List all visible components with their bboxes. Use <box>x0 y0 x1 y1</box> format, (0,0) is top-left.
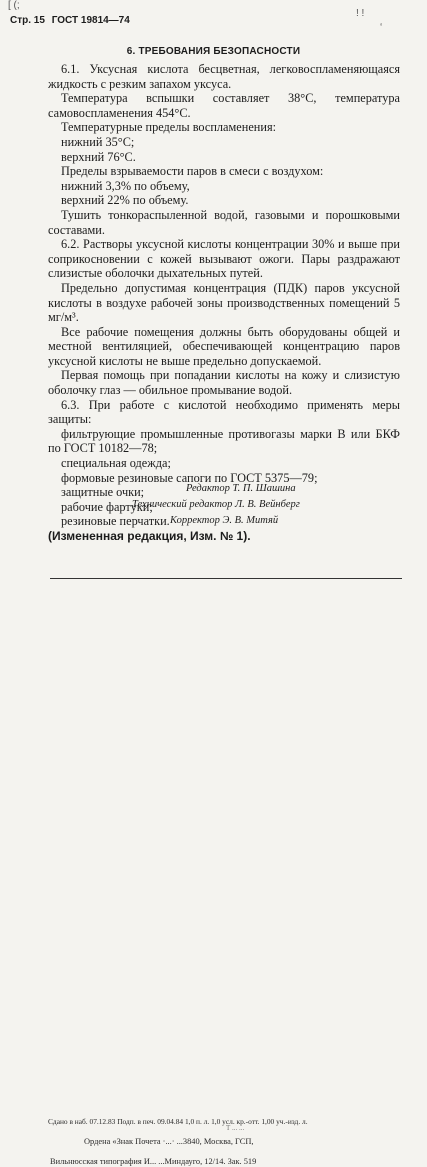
paragraph: 6.2. Растворы уксусной кислоты концентрации 30% и выше при соприкосновении с кожей вызывают ожоги. Пары раздражают слизистые оболочки дыхательных путей. <box>48 237 400 281</box>
imprint-line: Т ... ... <box>226 1124 245 1132</box>
list-line: верхний 76°С. <box>61 149 136 164</box>
imprint-line: Ордена «Знак Почета ·...· ...3840, Москва, ГСП, <box>84 1137 254 1146</box>
editor-credit: Редактор Т. П. Шашина <box>186 483 296 494</box>
list-line: нижний 35°С; <box>61 134 135 149</box>
list-item: рабочие фартуки; <box>61 499 153 514</box>
list-line: верхний 22% по объему. <box>61 193 189 208</box>
imprint-line: Сдано в наб. 07.12.83 Подп. в печ. 09.04.84 1,0 п. л. 1,0 усл. кр.-отт. 1,00 уч.-изд. л. <box>48 1117 308 1126</box>
paragraph: Предельно допустимая концентрация (ПДК) паров уксусной кислоты в воздухе рабочей зоны производственных помещений 5 мг/м³. <box>48 280 400 325</box>
scan-mark: [ (; <box>8 0 20 11</box>
proofreader-credit: Корректор Э. В. Митяй <box>170 515 279 526</box>
credits <box>0 481 427 529</box>
paragraph: 6.1. Уксусная кислота бесцветная, легковоспламеняющаяся жидкость с резким запахом уксуса. <box>48 62 400 91</box>
standard-code: ГОСТ 19814—74 <box>51 15 130 26</box>
page-header <box>10 15 130 26</box>
paragraph: Все рабочие помещения должны быть оборудованы общей и местной вентиляцией, обеспечивающей концентрацию паров уксусной кислоты не выше предельно допускаемой. <box>48 324 400 368</box>
imprint-divider <box>50 578 402 579</box>
scan-mark: ! ! <box>356 8 365 19</box>
list-item: формовые резиновые сапоги по ГОСТ 5375—79; <box>61 470 318 485</box>
list-item: защитные очки; <box>61 485 145 500</box>
section-body <box>48 62 400 544</box>
list-item: фильтрующие промышленные противогазы марки В или БКФ по ГОСТ 10182—78; <box>48 426 400 456</box>
paragraph: Первая помощь при попадании кислоты на кожу и слизистую оболочку глаз — обильное промывание водой. <box>48 368 400 398</box>
amendment-note: (Измененная редакция, Изм. № 1). <box>48 529 251 543</box>
imprint-line: Вильнюсская типография И... ...Миндауго, 12/14. Зак. 519 <box>50 1157 257 1166</box>
page-number: Стр. 15 <box>10 15 45 26</box>
paragraph: Температура вспышки составляет 38°С, температура самовоспламенения 454°С. <box>48 91 400 120</box>
list-line: нижний 3,3% по объему, <box>61 178 190 193</box>
paragraph: Тушить тонкораспыленной водой, газовыми и порошковыми составами. <box>48 207 400 237</box>
paragraph: Пределы взрываемости паров в смеси с воздухом: <box>61 164 324 179</box>
scan-mark: ‘ <box>380 22 383 33</box>
list-item: резиновые перчатки. <box>61 514 170 529</box>
paragraph: Температурные пределы воспламенения: <box>61 120 277 135</box>
list-item: специальная одежда; <box>61 456 171 471</box>
tech-editor-credit: Технический редактор Л. В. Вейнберг <box>132 499 300 510</box>
paragraph: 6.3. При работе с кислотой необходимо применять меры защиты: <box>48 397 400 427</box>
section-title: 6. ТРЕБОВАНИЯ БЕЗОПАСНОСТИ <box>126 46 301 57</box>
